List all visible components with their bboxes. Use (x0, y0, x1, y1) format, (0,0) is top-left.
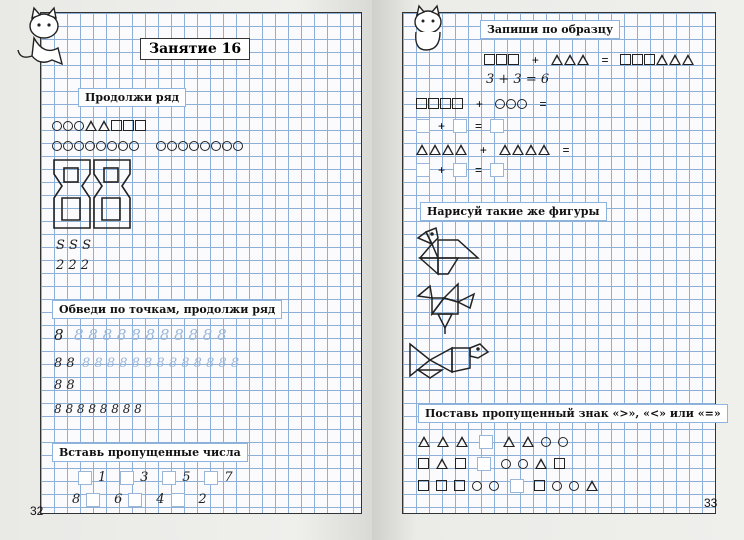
page-number-left: 32 (30, 504, 44, 518)
handwriting-s-row: S S S (56, 238, 91, 253)
duck-figure (412, 226, 482, 278)
rooster-figure (412, 282, 482, 336)
task-insert-numbers-label: Вставь пропущенные числа (52, 443, 248, 462)
eight-dotted-row-1: 8 8 8 8 8 8 8 8 8 8 8 (74, 326, 227, 344)
shape-pattern-row-1 (52, 118, 147, 132)
number-7: 7 (224, 470, 233, 485)
number-1: 1 (98, 470, 107, 485)
missing-numbers-row-1 (78, 470, 243, 485)
bird-figure (408, 340, 494, 380)
cat-illustration (14, 6, 76, 70)
compare-row-1 (418, 434, 569, 449)
answer-blanks-3: + = (416, 162, 504, 177)
eight-dotted-row-2: 8 8 8 8 8 8 8 8 8 8 8 8 8 (82, 356, 240, 371)
figure-eight-pattern (52, 158, 134, 230)
task-draw-figures-label: Нарисуй такие же фигуры (420, 202, 607, 221)
handwriting-2-row: 2 2 2 (56, 258, 90, 273)
compare-row-2 (418, 456, 566, 471)
eight-solid-3: 8 8 (54, 378, 75, 393)
shape-pattern-row-2 (52, 138, 244, 152)
number-2: 2 (198, 492, 207, 507)
number-3: 3 (140, 470, 149, 485)
eight-solid-4: 8 8 8 8 8 8 8 8 (54, 402, 142, 416)
eight-solid-1: 8 (54, 326, 64, 344)
sample-shapes-equation: + = (484, 52, 695, 67)
eight-solid-2: 8 8 (54, 356, 75, 371)
sample-number-equation: 3 + 3 = 6 (486, 72, 550, 87)
compare-row-3 (418, 478, 599, 493)
number-4: 4 (156, 492, 165, 507)
number-5: 5 (182, 470, 191, 485)
shapes-equation-3: + = (416, 142, 578, 157)
page-number-right: 33 (704, 496, 718, 510)
shapes-equation-2: + = (416, 96, 555, 111)
task-write-by-sample-label: Запиши по образцу (480, 20, 620, 39)
lesson-title: Занятие 16 (140, 38, 250, 60)
task-trace-dots-label: Обведи по точкам, продолжи ряд (52, 300, 282, 319)
task-compare-signs-label: Поставь пропущенный знак «>», «<» или «=» (418, 404, 728, 423)
task-continue-row-label: Продолжи ряд (78, 88, 186, 107)
number-6: 6 (114, 492, 123, 507)
answer-blanks-2: + = (416, 118, 504, 133)
missing-numbers-row-2 (72, 492, 213, 507)
number-8: 8 (72, 492, 81, 507)
cat-illustration-right (400, 4, 456, 54)
right-page (372, 0, 744, 540)
